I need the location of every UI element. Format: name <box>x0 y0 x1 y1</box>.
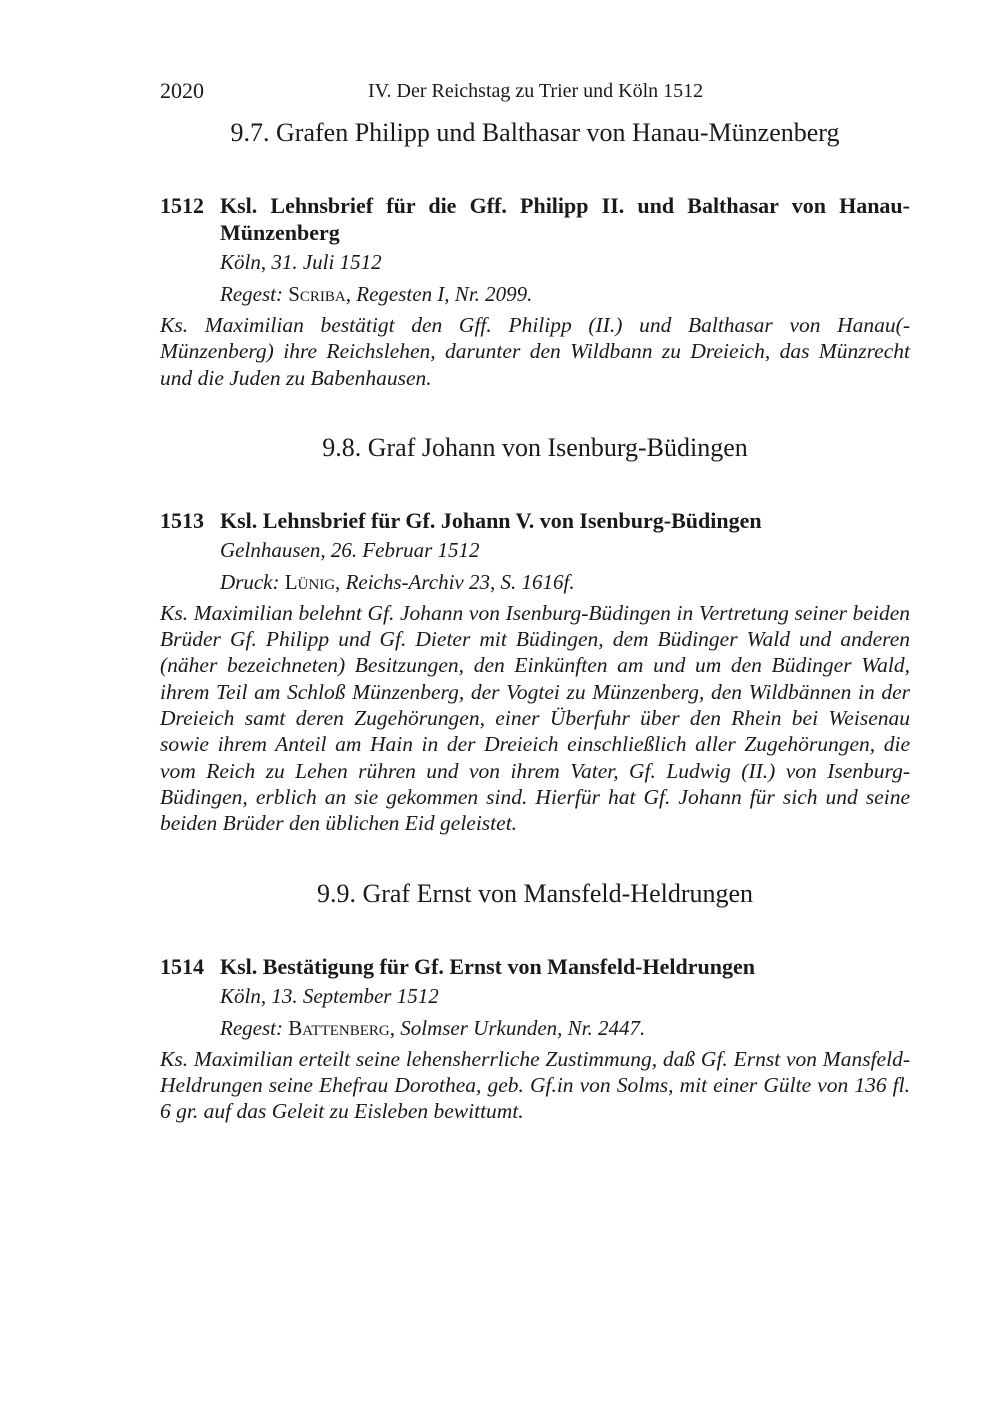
place-date: Gelnhausen, 26. Februar 1512 <box>220 537 480 562</box>
reference-work: Regesten I, Nr. 2099. <box>356 282 533 306</box>
entry-heading <box>160 953 910 980</box>
reference-author: Battenberg, <box>288 1015 395 1040</box>
reference-work: Solmser Urkunden, Nr. 2447. <box>400 1015 646 1040</box>
entry-number: 1513 <box>160 507 204 533</box>
place-date: Köln, 13. September 1512 <box>220 983 439 1008</box>
entry-abstract: Ks. Maximilian bestätigt den Gff. Philipp (II.) und Balthasar von Hanau(-Münzenberg) ihre Reichslehen, darunter den Wildbann zu Dreieich, das Münzrecht und die Juden zu Babenhausen. <box>160 313 910 390</box>
reference-work: Reichs-Archiv 23, S. 1616f. <box>345 569 575 594</box>
entry-1514 <box>160 953 910 1125</box>
entry-heading <box>160 192 910 246</box>
reference <box>220 566 910 598</box>
entry-title: Ksl. Bestätigung für Gf. Ernst von Mansfeld-Heldrungen <box>220 953 755 979</box>
reference-author: Lünig, <box>284 569 341 594</box>
section-title-isenburg: 9.8. Graf Johann von Isenburg-Büdingen <box>322 432 748 462</box>
entry-number: 1512 <box>160 193 204 218</box>
document-page <box>160 78 910 1124</box>
reference <box>220 1012 910 1044</box>
entry-title: Ksl. Lehnsbrief für Gf. Johann V. von Isenburg-Büdingen <box>220 507 762 533</box>
entry-title: Ksl. Lehnsbrief für die Gff. Philipp II. und Balthasar von Hanau-Münzenberg <box>220 193 910 245</box>
section-title-mansfeld: 9.9. Graf Ernst von Mansfeld-Heldrungen <box>316 878 754 908</box>
running-title: IV. Der Reichstag zu Trier und Köln 1512 <box>368 80 704 102</box>
reference-label: Regest: <box>220 1015 283 1040</box>
reference-author: Scriba, <box>288 282 352 306</box>
entry-1513 <box>160 507 910 837</box>
entry-abstract: Ks. Maximilian erteilt seine lehensherrliche Zustimmung, daß Gf. Ernst von Mansfeld-Heldrungen seine Ehefrau Dorothea, geb. Gf.in von Solms, mit einer Gülte von 136 fl. 6 gr. auf das Geleit zu Eisleben bewittumt. <box>160 1046 910 1124</box>
reference-label: Regest: <box>220 282 283 306</box>
entry-abstract: Ks. Maximilian belehnt Gf. Johann von Isenburg-Büdingen in Vertretung seiner beiden Brüder Gf. Philipp und Gf. Dieter mit Büdingen, dem Büdinger Wald und anderen (näher bezeichneten) Besitzungen, den Einkünften am und um den Büdinger Wald, ihrem Teil am Schloß Münzenberg, der Vogtei zu Münzenberg, den Wildbännen in der Dreieich samt deren Zugehörungen, einer Überfuhr über den Rhein bei Weisenau sowie ihrem Anteil am Hain in der Dreieich einschließlich aller Zugehörungen, die vom Reich zu Lehen rühren und von ihrem Vater, Gf. Ludwig (II.) von Isenburg-Büdingen, erblich an sie gekommen sind. Hierfür hat Gf. Johann für sich und seine beiden Brüder den üblichen Eid geleistet. <box>160 600 910 836</box>
page-number: 2020 <box>160 78 204 103</box>
place-date: Köln, 31. Juli 1512 <box>220 250 382 274</box>
entry-heading <box>160 507 910 534</box>
reference-label: Druck: <box>220 569 280 594</box>
reference <box>220 278 910 310</box>
section-title-hanau: 9.7. Grafen Philipp und Balthasar von Hanau-Münzenberg <box>230 118 840 147</box>
entry-1512 <box>160 192 910 391</box>
running-head <box>160 78 910 110</box>
entry-number: 1514 <box>160 953 204 979</box>
